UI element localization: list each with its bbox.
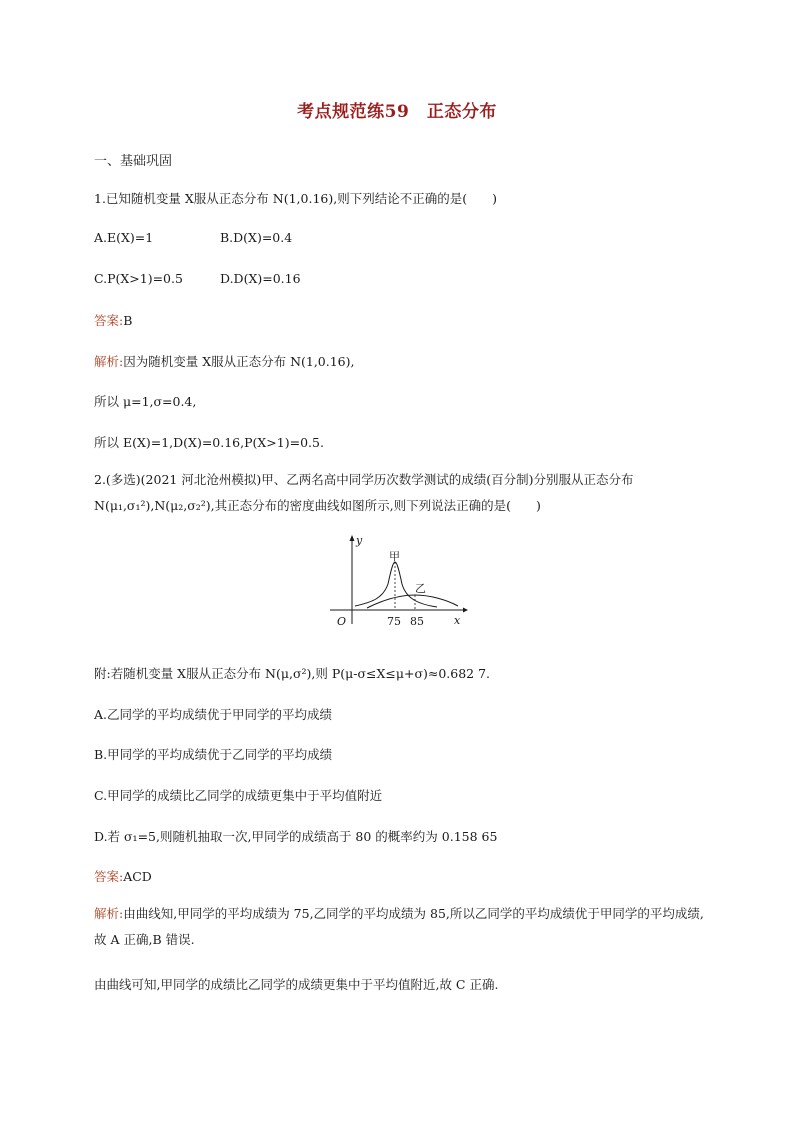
analysis-label: 解析: <box>94 354 124 369</box>
question-1-option-a: A.E(X)=1 <box>94 230 154 245</box>
question-2-option-d: D.若 σ₁=5,则随机抽取一次,甲同学的成绩高于 80 的概率约为 0.158 65 <box>94 829 498 844</box>
question-1-option-d: D.D(X)=0.16 <box>220 271 301 286</box>
question-1-stem: 1.已知随机变量 X服从正态分布 N(1,0.16),则下列结论不正确的是( ) <box>94 191 497 206</box>
analysis-text: 由曲线知,甲同学的平均成绩为 75,乙同学的平均成绩为 85,所以乙同学的平均成绩优于甲同学的平均成绩,故 A 正确,B 错误. <box>94 906 704 947</box>
y-axis-label: y <box>356 534 363 547</box>
y-axis-arrow <box>350 535 355 541</box>
question-1-option-b: B.D(X)=0.4 <box>220 230 293 245</box>
curve-yi-label: 乙 <box>415 582 426 595</box>
density-curves-diagram <box>325 532 475 632</box>
question-2-option-a: A.乙同学的平均成绩优于甲同学的平均成绩 <box>94 707 333 722</box>
question-1-analysis-line-1 <box>94 352 355 370</box>
question-1-option-c: C.P(X>1)=0.5 <box>94 271 183 286</box>
question-1-answer <box>94 311 132 329</box>
question-2-note: 附:若随机变量 X服从正态分布 N(μ,σ²),则 P(μ-σ≤X≤μ+σ)≈0.682 7. <box>94 666 491 681</box>
origin-label: O <box>337 615 347 628</box>
answer-label: 答案: <box>94 869 124 884</box>
question-2-option-c: C.甲同学的成绩比乙同学的成绩更集中于平均值附近 <box>94 788 383 803</box>
normal-density-figure <box>325 532 475 632</box>
tick-label-75: 75 <box>387 615 401 628</box>
question-2-stem: 2.(多选)(2021 河北沧州模拟)甲、乙两名高中同学历次数学测试的成绩(百分制)分别服从正态分布 N(μ₁,σ₁²),N(μ₂,σ₂²),其正态分布的密度曲线如图所示,则下列说法正确的是( ) <box>94 472 634 513</box>
x-axis-label: x <box>454 614 461 627</box>
answer-value: ACD <box>123 869 152 884</box>
question-1-analysis-line-3: 所以 E(X)=1,D(X)=0.16,P(X>1)=0.5. <box>94 435 324 450</box>
section-heading: 一、基础巩固 <box>94 154 173 169</box>
question-2-answer <box>94 867 152 885</box>
curve-jia-label: 甲 <box>389 550 400 563</box>
x-axis-arrow <box>463 608 468 613</box>
question-2-analysis-line-2: 由曲线可知,甲同学的成绩比乙同学的成绩更集中于平均值附近,故 C 正确. <box>94 977 499 992</box>
page-title: 考点规范练59 正态分布 <box>297 102 497 122</box>
curve-yi <box>367 595 458 608</box>
question-2-option-b: B.甲同学的平均成绩优于乙同学的平均成绩 <box>94 747 333 762</box>
answer-label: 答案: <box>94 313 124 328</box>
question-2-analysis-line-1 <box>94 901 704 953</box>
analysis-label: 解析: <box>94 906 124 921</box>
answer-value: B <box>123 313 133 328</box>
question-1-analysis-line-2: 所以 μ=1,σ=0.4, <box>94 394 197 409</box>
analysis-text: 因为随机变量 X服从正态分布 N(1,0.16), <box>123 354 355 369</box>
tick-label-85: 85 <box>410 615 424 628</box>
